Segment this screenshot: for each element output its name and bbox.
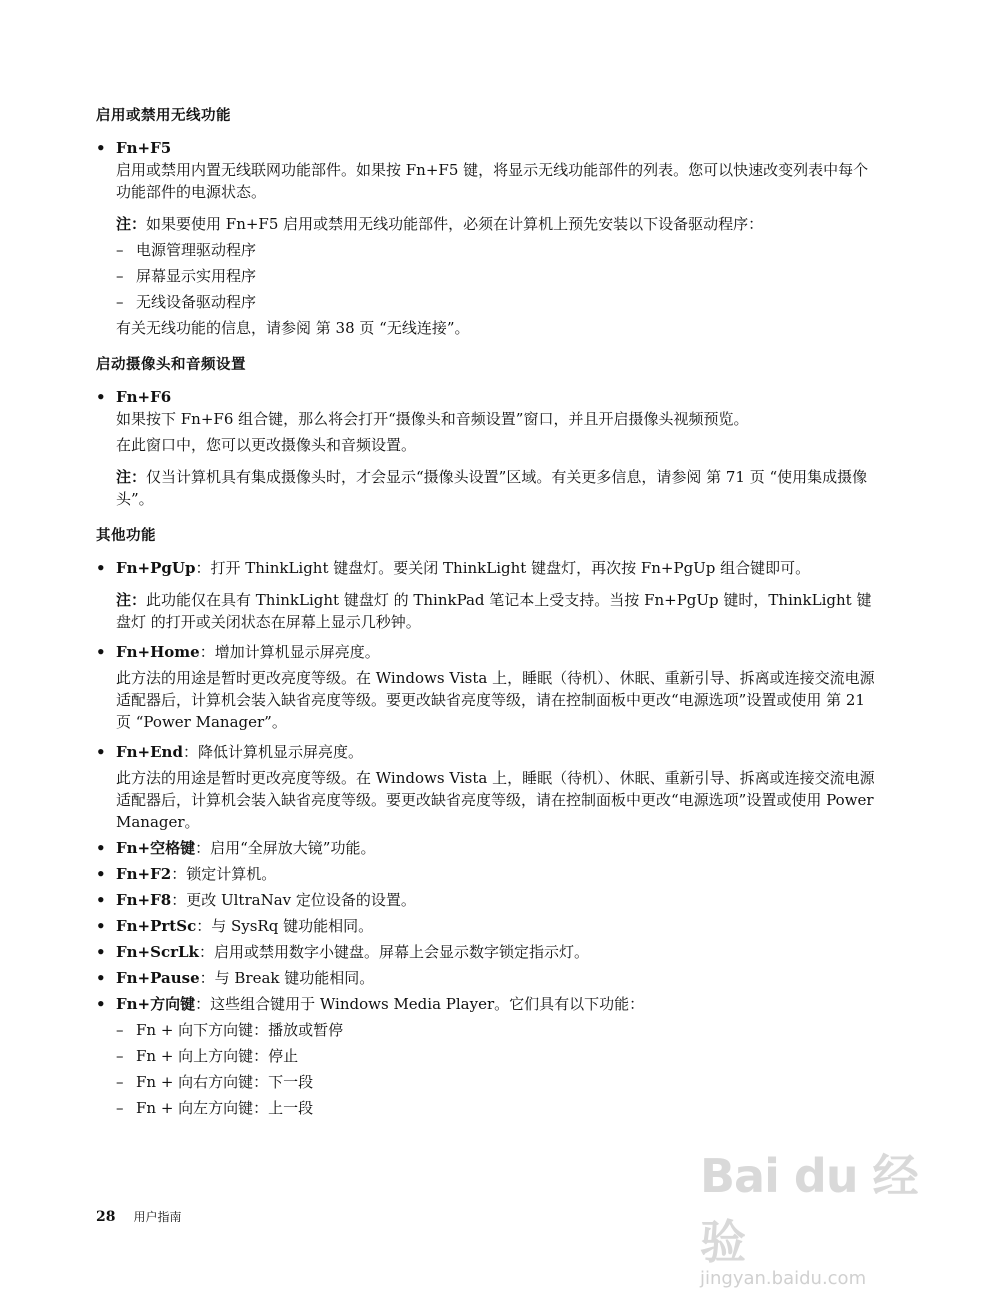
key-label: Fn+Pause xyxy=(116,969,200,987)
driver-item: – 无线设备驱动程序 xyxy=(116,291,878,313)
driver-item: – 电源管理驱动程序 xyxy=(116,239,878,261)
page-number: 28 xyxy=(96,1209,116,1225)
arrow-item: – Fn + 向右方向键：下一段 xyxy=(116,1071,878,1093)
list-item-fn-home xyxy=(96,641,878,663)
list-item-fn-space xyxy=(96,837,878,859)
item-text: ：与 Break 键功能相同。 xyxy=(199,969,375,987)
list-item-fn-pgup xyxy=(96,557,878,579)
item-text: ：更改 UltraNav 定位设备的设置。 xyxy=(171,891,416,909)
item-text: ：这些组合键用于 Windows Media Player。它们具有以下功能： xyxy=(195,995,645,1013)
note-label: 注： xyxy=(116,215,147,233)
watermark xyxy=(700,1140,950,1289)
watermark-logo: Bai du 经验 xyxy=(700,1149,918,1269)
key-label: Fn+F5 xyxy=(116,139,172,157)
key-label: Fn+F2 xyxy=(116,865,172,883)
key-label: Fn+F6 xyxy=(116,388,172,406)
key-label: Fn+Home xyxy=(116,643,200,661)
arrow-item: – Fn + 向下方向键：播放或暂停 xyxy=(116,1019,878,1041)
item-text: ：打开 ThinkLight 键盘灯。要关闭 ThinkLight 键盘灯，再次按 Fn+PgUp 组合键即可。 xyxy=(195,559,811,577)
arrow-item: – Fn + 向左方向键：上一段 xyxy=(116,1097,878,1119)
list-item-fn-f8 xyxy=(96,889,878,911)
key-label: Fn+End xyxy=(116,743,183,761)
key-label: Fn+PrtSc xyxy=(116,917,197,935)
paragraph: 此方法的用途是暂时更改亮度等级。在 Windows Vista 上，睡眠（待机）、休眠、重新引导、拆离或连接交流电源适配器后，计算机会装入缺省亮度等级。要更改缺省亮度等级，请在控制面板中更改“电源选项”设置或使用 第 21 页 “Power Manager”。 xyxy=(116,669,875,731)
footer-label: 用户指南 xyxy=(133,1210,182,1224)
driver-item: – 屏幕显示实用程序 xyxy=(116,265,878,287)
paragraph: 此方法的用途是暂时更改亮度等级。在 Windows Vista 上，睡眠（待机）、休眠、重新引导、拆离或连接交流电源适配器后，计算机会装入缺省亮度等级。要更改缺省亮度等级，请在控制面板中更改“电源选项”设置或使用 Power Manager。 xyxy=(116,769,875,831)
section-heading-camera: 启动摄像头和音频设置 xyxy=(96,357,246,373)
key-label: Fn+PgUp xyxy=(116,559,196,577)
note-text: 仅当计算机具有集成摄像头时，才会显示“摄像头设置”区域。有关更多信息，请参阅 第 71 页 “使用集成摄像头”。 xyxy=(116,468,868,508)
note xyxy=(116,466,878,510)
page-footer xyxy=(96,1208,182,1225)
list-item-fn-pause xyxy=(96,967,878,989)
paragraph: 如果按下 Fn+F6 组合键，那么将会打开“摄像头和音频设置”窗口，并且开启摄像头视频预览。 xyxy=(116,410,749,428)
note xyxy=(116,589,878,633)
list-item-fn-arrows xyxy=(96,993,878,1015)
list-item-fn-f2 xyxy=(96,863,878,885)
section-heading-wireless: 启用或禁用无线功能 xyxy=(96,108,231,124)
item-text: ：增加计算机显示屏亮度。 xyxy=(199,643,380,661)
note-text: 如果要使用 Fn+F5 启用或禁用无线功能部件，必须在计算机上预先安装以下设备驱动程序： xyxy=(146,215,764,233)
document-page xyxy=(96,104,878,1119)
paragraph: 启用或禁用内置无线联网功能部件。如果按 Fn+F5 键，将显示无线功能部件的列表。您可以快速改变列表中每个功能部件的电源状态。 xyxy=(116,161,869,201)
key-label: Fn+方向键 xyxy=(116,995,196,1013)
arrow-item: – Fn + 向上方向键：停止 xyxy=(116,1045,878,1067)
list-item-fn-end xyxy=(96,741,878,763)
list-item-fn-prtsc xyxy=(96,915,878,937)
note-label: 注： xyxy=(116,468,147,486)
key-label: Fn+ScrLk xyxy=(116,943,199,961)
section-heading-other: 其他功能 xyxy=(96,528,156,544)
key-label: Fn+F8 xyxy=(116,891,172,909)
note-label: 注： xyxy=(116,591,147,609)
key-label: Fn+空格键 xyxy=(116,839,196,857)
note xyxy=(116,213,878,235)
item-text: ：启用或禁用数字小键盘。屏幕上会显示数字锁定指示灯。 xyxy=(198,943,589,961)
paragraph: 在此窗口中，您可以更改摄像头和音频设置。 xyxy=(116,436,417,454)
item-text: ：启用“全屏放大镜”功能。 xyxy=(195,839,376,857)
list-item-fn-f5 xyxy=(96,137,878,159)
item-text: ：与 SysRq 键功能相同。 xyxy=(196,917,374,935)
reference-link-wireless[interactable]: 有关无线功能的信息，请参阅 第 38 页 “无线连接”。 xyxy=(116,319,470,337)
list-item-fn-f6 xyxy=(96,386,878,408)
list-item-fn-scrlk xyxy=(96,941,878,963)
item-text: ：降低计算机显示屏亮度。 xyxy=(182,743,363,761)
item-text: ：锁定计算机。 xyxy=(171,865,277,883)
watermark-url: jingyan.baidu.com xyxy=(700,1268,867,1289)
note-text: 此功能仅在具有 ThinkLight 键盘灯 的 ThinkPad 笔记本上受支持。当按 Fn+PgUp 键时，ThinkLight 键盘灯 的打开或关闭状态在屏幕上显示几秒钟。 xyxy=(116,591,872,631)
